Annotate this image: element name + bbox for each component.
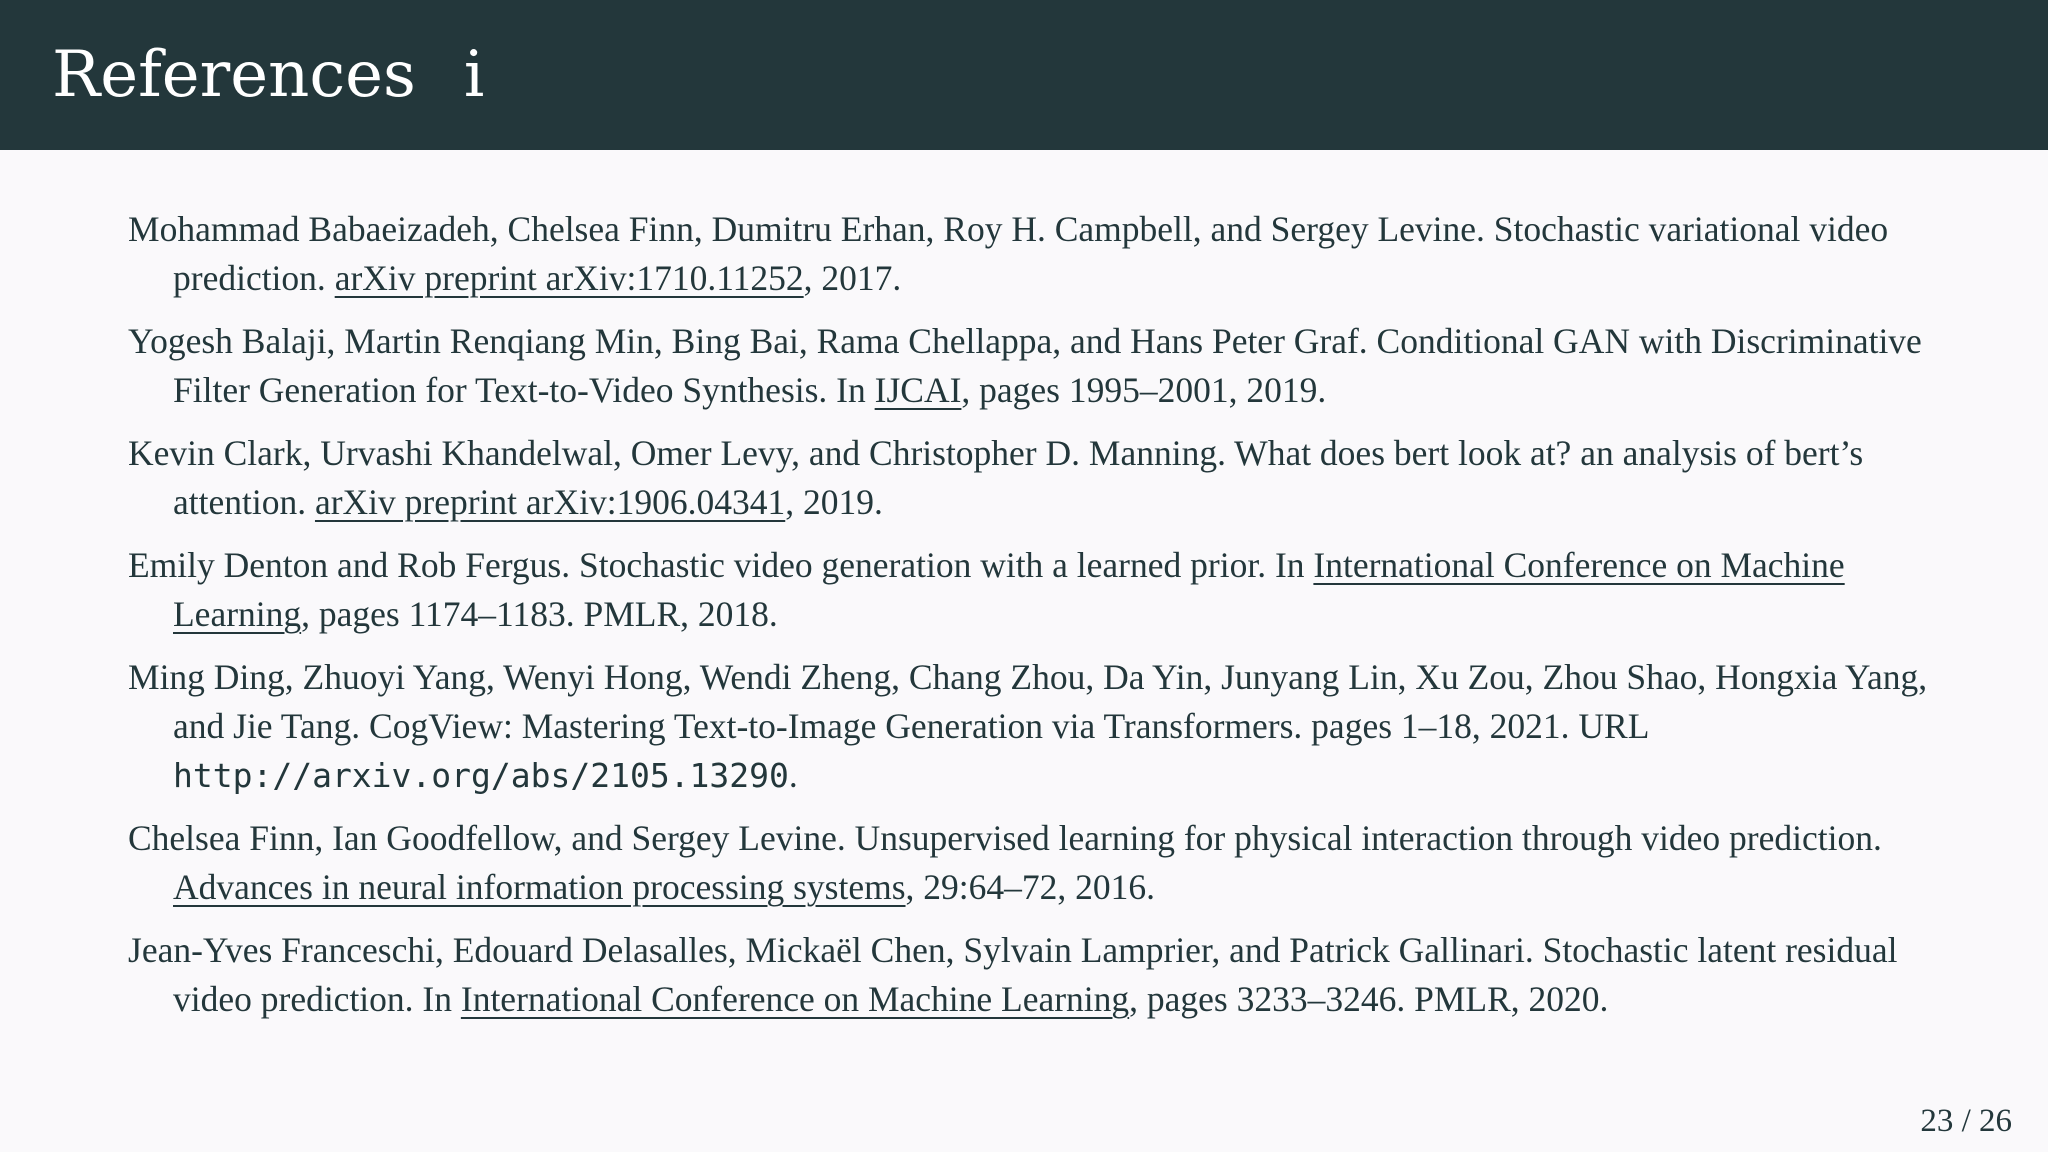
reference-text: Yogesh Balaji, Martin Renqiang Min, Bing Bai, Rama Chellappa, and Hans Peter Graf. Conditional GAN with Discriminative Filter Generation for Text-to-Video Synthesis. In: [128, 321, 1922, 410]
reference-text: Jean-Yves Franceschi, Edouard Delasalles, Mickaël Chen, Sylvain Lamprier, and Patrick Gallinari. Stochastic latent residual video prediction. In: [128, 930, 1898, 1019]
reference-text: Ming Ding, Zhuoyi Yang, Wenyi Hong, Wendi Zheng, Chang Zhou, Da Yin, Junyang Lin, Xu Zou, Zhou Shao, Hongxia Yang, and Jie Tang. CogView: Mastering Text-to-Image Generation via Transformers. pages 1–18, 2021. URL: [128, 657, 1928, 746]
reference-text: Mohammad Babaeizadeh, Chelsea Finn, Dumitru Erhan, Roy H. Campbell, and Sergey Levine. Stochastic variational video prediction.: [128, 209, 1889, 298]
slide-title: [52, 33, 484, 117]
reference-item: [128, 926, 1928, 1024]
reference-link[interactable]: International Conference on Machine Learning: [460, 979, 1130, 1019]
reference-text: , pages 1174–1183. PMLR, 2018.: [301, 594, 778, 634]
reference-text: , pages 3233–3246. PMLR, 2020.: [1129, 979, 1609, 1019]
reference-url[interactable]: http://arxiv.org/abs/2105.13290: [173, 756, 789, 795]
reference-item: [128, 653, 1928, 800]
reference-item: [128, 541, 1928, 639]
reference-item: [128, 205, 1928, 303]
info-icon: i: [463, 38, 485, 112]
reference-item: [128, 429, 1928, 527]
reference-text: , 2017.: [803, 258, 902, 298]
slide-header: [0, 0, 2048, 150]
reference-link[interactable]: International Conference on Machine Learning: [173, 545, 1845, 634]
reference-text: Chelsea Finn, Ian Goodfellow, and Sergey Levine. Unsupervised learning for physical interaction through video prediction.: [128, 818, 1882, 858]
reference-link[interactable]: IJCAI: [874, 370, 962, 410]
title-text: References: [52, 38, 416, 112]
reference-list: [128, 205, 1928, 1038]
reference-text: , pages 1995–2001, 2019.: [961, 370, 1327, 410]
reference-link[interactable]: arXiv preprint arXiv:1710.11252: [334, 258, 804, 298]
reference-link[interactable]: arXiv preprint arXiv:1906.04341: [314, 482, 786, 522]
reference-item: [128, 814, 1928, 912]
reference-text: Emily Denton and Rob Fergus. Stochastic video generation with a learned prior. In: [128, 545, 1314, 585]
reference-text: , 2019.: [785, 482, 883, 522]
reference-text: Kevin Clark, Urvashi Khandelwal, Omer Levy, and Christopher D. Manning. What does bert look at? an analysis of bert’s attention.: [128, 433, 1864, 522]
reference-text: , 29:64–72, 2016.: [905, 867, 1156, 907]
reference-item: [128, 317, 1928, 415]
reference-text: .: [788, 755, 798, 795]
reference-link[interactable]: Advances in neural information processing systems: [173, 867, 906, 907]
page-number: 23 / 26: [1920, 1103, 2012, 1139]
